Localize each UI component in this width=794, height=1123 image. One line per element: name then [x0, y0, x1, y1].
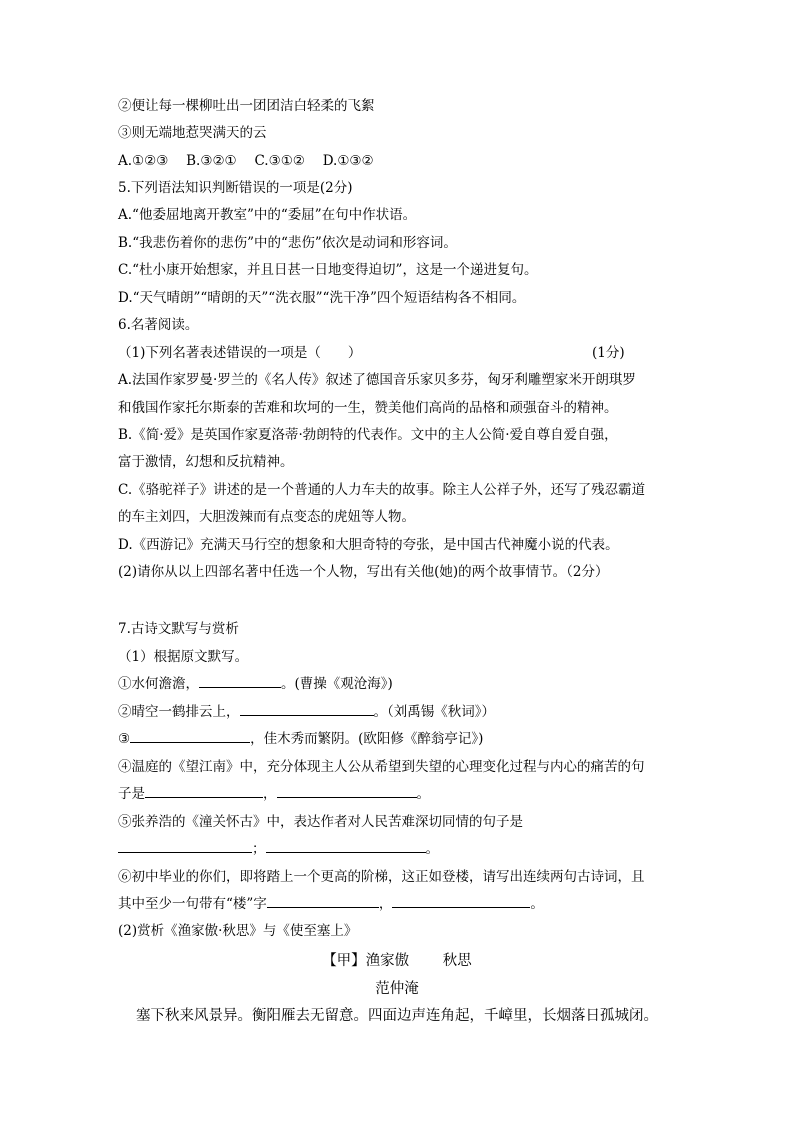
- q6-option-c-line2: 的车主刘四，大胆泼辣而有点变态的虎妞等人物。: [118, 509, 415, 525]
- q6-sub1-text: （1)下列名著表述错误的一项是（ ）: [118, 345, 362, 361]
- q7-item-2-prefix: ②晴空一鹤排云上，: [118, 704, 240, 720]
- answer-blank[interactable]: [145, 785, 263, 798]
- q6-option-b-line2: 富于激情，幻想和反抗精神。: [118, 454, 294, 470]
- q7-item-1-suffix: 。(曹操《观沧海》): [281, 676, 393, 692]
- poem-author: 范仲淹: [375, 981, 419, 997]
- q6-option-a-line1: A.法国作家罗曼·罗兰的《名人传》叙述了德国音乐家贝多芬，匈牙利雕塑家米开朗琪罗: [118, 372, 636, 388]
- q7-stem: 7.古诗文默写与赏析: [118, 621, 239, 637]
- q7-item-4-prefix: 子是: [118, 786, 145, 802]
- q6-sub1: [118, 343, 361, 363]
- q7-item-4-separator: ，: [263, 786, 277, 802]
- q7-item-3-prefix: ③: [118, 731, 131, 747]
- q6-option-a-line2: 和俄国作家托尔斯泰的苦难和坎坷的一生，赞美他们高尚的品格和顽强奋斗的精神。: [118, 400, 618, 416]
- q7-item-1-prefix: ①水何澹澹，: [118, 676, 199, 692]
- q7-item-4-line2: [118, 784, 430, 804]
- q6-option-c-line1: C.《骆驼祥子》讲述的是一个普通的人力车夫的故事。除主人公祥子外，还写了残忍霸道: [118, 482, 646, 498]
- q7-sub2: (2)赏析《渔家傲·秋思》与《使至塞上》: [118, 923, 358, 939]
- q7-item-2: [118, 702, 495, 722]
- answer-blank[interactable]: [267, 895, 379, 908]
- poem-title: 【甲】渔家傲 秋思: [322, 953, 472, 969]
- q6-option-d: D.《西游记》充满天马行空的想象和大胆奇特的夸张，是中国古代神魔小说的代表。: [118, 537, 619, 553]
- answer-blank[interactable]: [118, 840, 252, 853]
- q5-stem: 5.下列语法知识判断错误的一项是(2分): [118, 180, 353, 196]
- q5-option-b: B.“我悲伤着你的悲伤”中的“悲伤”依次是动词和形容词。: [118, 235, 457, 251]
- q5-option-d: D.“天气晴朗”“晴朗的天”“洗衣服”“洗干净”四个短语结构各不相同。: [118, 290, 526, 306]
- q7-item-6-line1: ⑥初中毕业的你们，即将踏上一个更高的阶梯，这正如登楼，请写出连续两句古诗词，且: [118, 869, 645, 885]
- answer-blank[interactable]: [130, 730, 250, 743]
- q5-option-c: C.“杜小康开始想家，并且日甚一日地变得迫切”，这是一个递进复句。: [118, 262, 538, 278]
- answer-blank[interactable]: [392, 895, 530, 908]
- q7-item-2-suffix: 。（刘禹锡《秋词》）: [373, 704, 495, 720]
- q5-option-a: A.“他委屈地离开教室”中的“委屈”在句中作状语。: [118, 207, 417, 223]
- q6-option-b-line1: B.《简·爱》是英国作家夏洛蒂·勃朗特的代表作。文中的主人公简·爱自尊自爱自强，: [118, 427, 618, 443]
- poem-line-1: 塞下秋来风景异。衡阳雁去无留意。四面边声连角起，千嶂里，长烟落日孤城闭。: [136, 1008, 658, 1024]
- q6-stem: 6.名著阅读。: [118, 317, 199, 333]
- q7-item-5-line1: ⑤张养浩的《潼关怀古》中，表达作者对人民苦难深切同情的句子是: [118, 814, 523, 830]
- q6-sub1-points: (1分): [592, 345, 625, 361]
- answer-blank[interactable]: [277, 785, 417, 798]
- q7-item-6-suffix: 。: [530, 896, 544, 912]
- q7-item-6-prefix: 其中至少一句带有“楼”字: [118, 896, 267, 912]
- answer-blank[interactable]: [240, 703, 374, 716]
- q7-item-6-line2: [118, 894, 544, 914]
- q4-option-2: ②便让每一棵柳吐出一团团洁白轻柔的飞絮: [118, 98, 375, 114]
- q7-item-5-suffix: 。: [425, 841, 439, 857]
- q7-item-4-line1: ④温庭的《望江南》中，充分体现主人公从希望到失望的心理变化过程与内心的痛苦的句: [118, 759, 645, 775]
- answer-blank[interactable]: [199, 675, 281, 688]
- answer-blank[interactable]: [266, 840, 426, 853]
- q7-sub1: （1）根据原文默写。: [118, 649, 249, 665]
- q7-item-5-separator: ；: [252, 841, 266, 857]
- q7-item-5-line2: [118, 839, 439, 859]
- q7-item-1: [118, 674, 393, 694]
- q6-sub2: (2)请你从以上四部名著中任选一个人物，写出有关他(她)的两个故事情节。（2分）: [118, 564, 609, 580]
- q7-item-3-suffix: ，佳木秀而繁阴。(欧阳修《醉翁亭记》): [250, 731, 484, 747]
- q7-item-3: [118, 729, 483, 749]
- q7-item-4-suffix: 。: [416, 786, 430, 802]
- q4-option-3: ③则无端地惹哭满天的云: [118, 125, 267, 141]
- q7-item-6-separator: ，: [378, 896, 393, 912]
- q4-choices: A.①②③ B.③②① C.③①② D.①③②: [118, 153, 374, 169]
